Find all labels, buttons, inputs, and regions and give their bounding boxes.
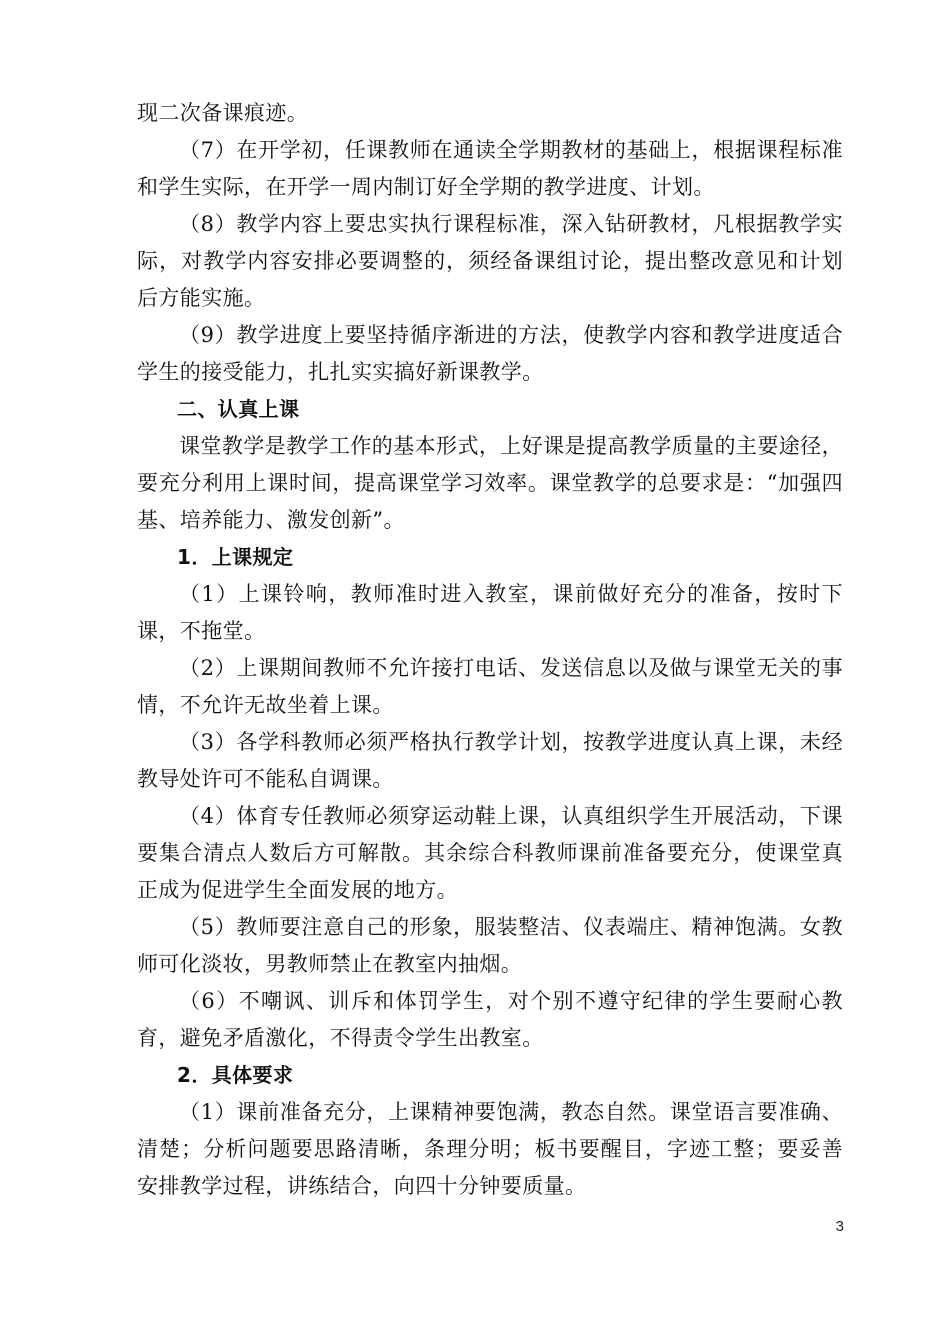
paragraph-item-8: （8）教学内容上要忠实执行课程标准，深入钻研教材，凡根据教学实际，对教学内容安排必要调整的，须经备课组讨论，提出整改意见和计划后方能实施。 <box>137 212 843 310</box>
subheading-class-rules: 1．上课规定 <box>177 545 294 569</box>
paragraph-rule-6: （6）不嘲讽、训斥和体罚学生，对个别不遵守纪律的学生要耐心教育，避免矛盾激化，不得责令学生出教室。 <box>137 989 843 1050</box>
paragraph-rule-2: （2）上课期间教师不允许接打电话、发送信息以及做与课堂无关的事情，不允许无故坐着上课。 <box>137 656 843 717</box>
page-number: 3 <box>835 1218 844 1235</box>
paragraph-item-7: （7）在开学初，任课教师在通读全学期教材的基础上，根据课程标准和学生实际，在开学一周内制订好全学期的教学进度、计划。 <box>137 138 843 199</box>
paragraph-section-intro: 课堂教学是教学工作的基本形式，上好课是提高教学质量的主要途径，要充分利用上课时间，提高课堂学习效率。课堂教学的总要求是：“加强四基、培养能力、激发创新”。 <box>137 434 843 532</box>
paragraph-continuation: 现二次备课痕迹。 <box>137 101 309 125</box>
document-body <box>137 95 843 1205</box>
paragraph-rule-4: （4）体育专任教师必须穿运动鞋上课，认真组织学生开展活动，下课要集合清点人数后方可解散。其余综合科教师课前准备要充分，使课堂真正成为促进学生全面发展的地方。 <box>137 804 843 902</box>
paragraph-item-9: （9）教学进度上要坚持循序渐进的方法，使教学内容和教学进度适合学生的接受能力，扎扎实实搞好新课教学。 <box>137 323 843 384</box>
paragraph-rule-5: （5）教师要注意自己的形象，服装整洁、仪表端庄、精神饱满。女教师可化淡妆，男教师禁止在教室内抽烟。 <box>137 915 843 976</box>
subheading-specific-requirements: 2．具体要求 <box>177 1063 294 1087</box>
paragraph-requirement-1: （1）课前准备充分，上课精神要饱满，教态自然。课堂语言要准确、清楚；分析问题要思路清晰，条理分明；板书要醒目，字迹工整；要妥善安排教学过程，讲练结合，向四十分钟要质量。 <box>137 1100 843 1198</box>
section-heading-attend-class: 二、认真上课 <box>177 397 300 421</box>
paragraph-rule-3: （3）各学科教师必须严格执行教学计划，按教学进度认真上课，未经教导处许可不能私自调课。 <box>137 730 843 791</box>
paragraph-rule-1: （1）上课铃响，教师准时进入教室，课前做好充分的准备，按时下课，不拖堂。 <box>137 582 843 643</box>
